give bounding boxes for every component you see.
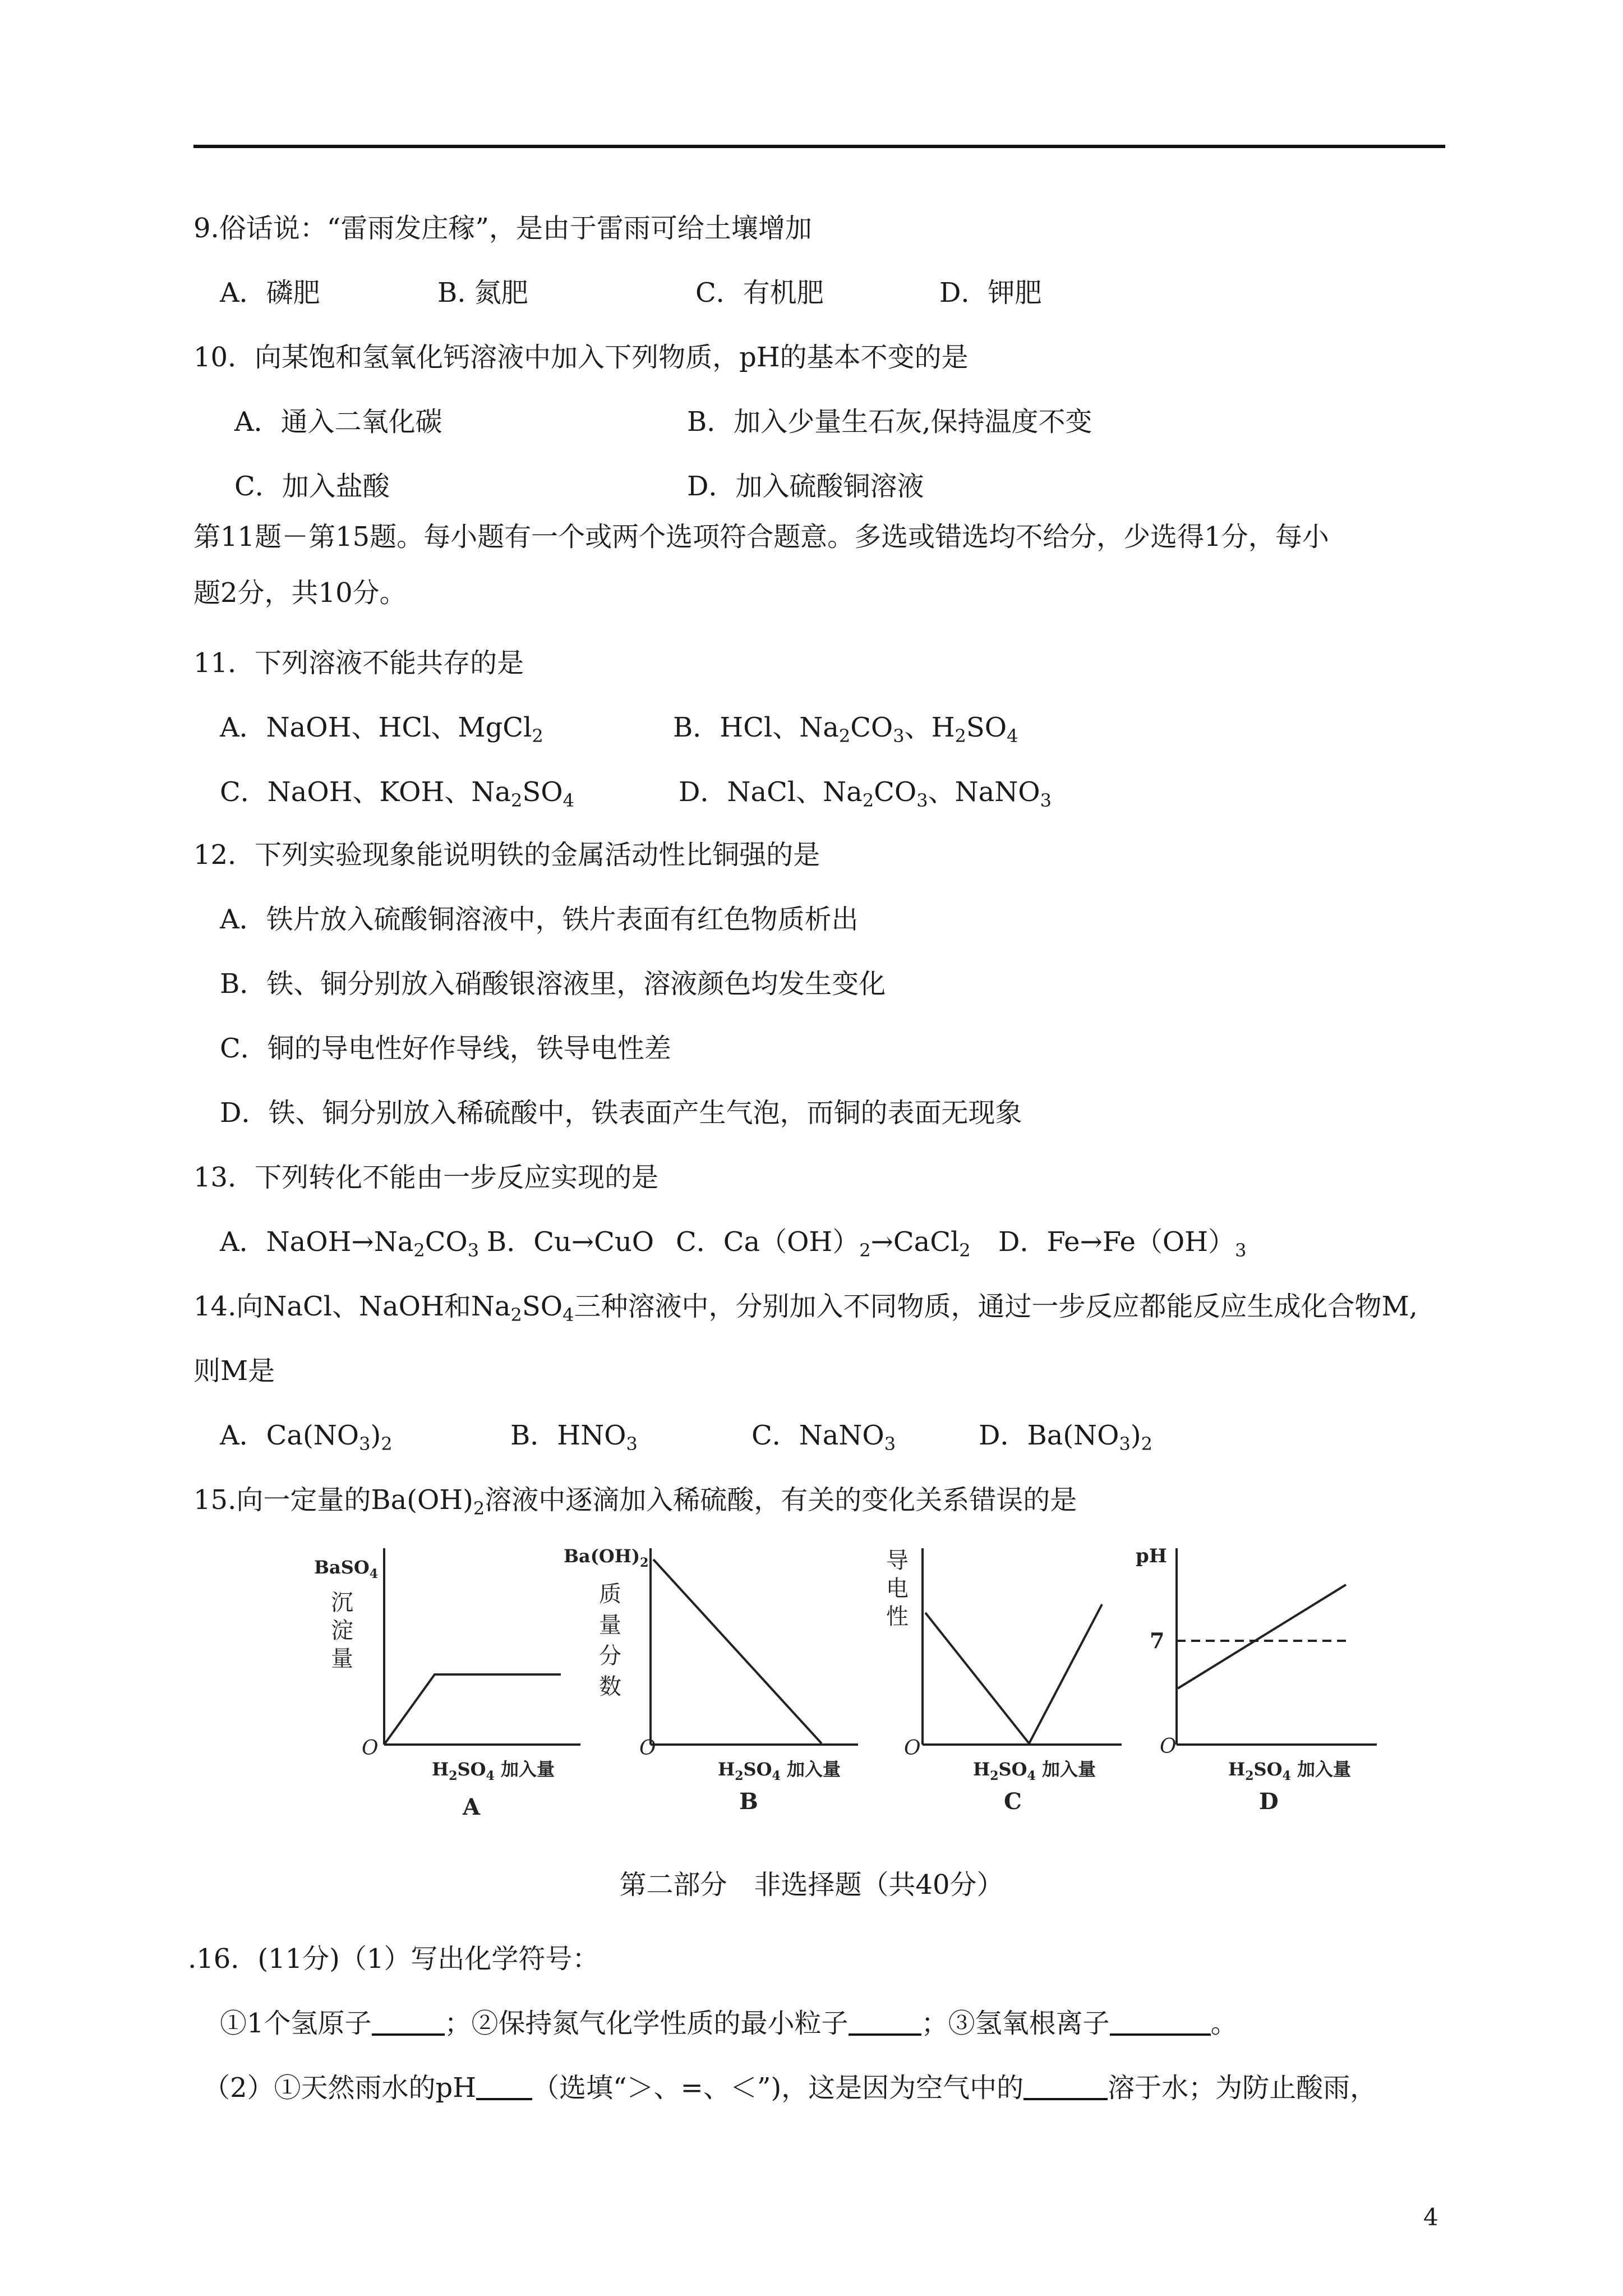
q11-stem: 11．下列溶液不能共存的是 <box>193 647 524 679</box>
graph-c-ylabel-char: 电 <box>886 1576 909 1602</box>
q16-stem: .16．(11分)（1）写出化学符号： <box>188 1943 600 1975</box>
graph-b-xlabel: $H_2SO_4$ 加入量 <box>718 1759 841 1783</box>
q11-option-a: A．NaOH、HCl、MgCl$_2$ <box>220 712 543 747</box>
q14-option-b: B．$HNO_3$ <box>510 1420 638 1455</box>
graph-a-xlabel: $H_2SO_4$ 加入量 <box>432 1759 555 1783</box>
q10-option-c: C．加入盐酸 <box>234 471 390 502</box>
q14-option-a: A．$Ca(NO_3)_2$ <box>220 1420 393 1455</box>
answer-blank[interactable] <box>1023 2071 1108 2100</box>
q10-option-b: B．加入少量生石灰,保持温度不变 <box>687 406 1092 438</box>
answer-blank[interactable] <box>372 2007 445 2036</box>
q12-option-a: A．铁片放入硫酸铜溶液中，铁片表面有红色物质析出 <box>220 904 859 935</box>
q16-line-2: （2）①天然雨水的pH （选填“＞、=、＜”)，这是因为空气中的 溶于水；为防止酸雨， <box>203 2072 1377 2104</box>
q15-stem: 15.向一定量的$Ba(OH)_2$溶液中逐滴加入稀硫酸，有关的变化关系错误的是 <box>193 1484 1077 1519</box>
q9-option-c: C．有机肥 <box>695 277 824 309</box>
graph-b-origin: O <box>639 1737 656 1760</box>
page-number: 4 <box>1423 2203 1438 2231</box>
graph-a-ylabel-formula: BaSO$_4$ <box>314 1557 379 1581</box>
graph-a <box>314 1548 580 1820</box>
q14-option-d: D．$Ba(NO_3)_2$ <box>979 1420 1152 1455</box>
graph-a-ylabel-char: 沉 <box>331 1590 353 1616</box>
q12-option-d: D．铁、铜分别放入稀硫酸中，铁表面产生气泡，而铜的表面无现象 <box>220 1097 1022 1129</box>
graph-b-ylabel-char: 量 <box>599 1612 621 1638</box>
graph-b-ylabel-char: 分 <box>599 1643 621 1669</box>
graph-d-xlabel: $H_2SO_4$ 加入量 <box>1228 1759 1351 1783</box>
q12-option-b: B．铁、铜分别放入硝酸银溶液里，溶液颜色均发生变化 <box>220 968 886 1000</box>
q14-stem: 14.向NaCl、NaOH和$Na_2SO_4$三种溶液中，分别加入不同物质，通过一步反应都能反应生成化合物M, <box>193 1291 1418 1326</box>
q13-option-a: A．$NaOH\to Na_2CO_3$ <box>220 1226 479 1261</box>
q11-option-c: C．NaOH、KOH、$Na_2SO_4$ <box>220 776 574 811</box>
q16-line-1: ①1个氢原子 ；②保持氮气化学性质的最小粒子 ；③氢氧根离子 。 <box>220 2008 1238 2039</box>
section-2-title: 第二部分 非选择题（共40分） <box>619 1869 1004 1901</box>
graph-c-ylabel-char: 性 <box>886 1604 909 1630</box>
arrow-icon: → <box>1080 1226 1103 1258</box>
q9-stem: 9.俗话说：“雷雨发庄稼”，是由于雷雨可给土壤增加 <box>193 213 812 244</box>
graph-c-ylabel-char: 导 <box>886 1548 909 1573</box>
q13-option-d: D．$Fe\to Fe(OH)_3$ <box>998 1226 1247 1261</box>
graph-a-ylabel-char: 量 <box>331 1646 353 1672</box>
graph-c-curve <box>925 1604 1102 1743</box>
q12-stem: 12．下列实验现象能说明铁的金属活动性比铜强的是 <box>193 839 820 871</box>
graph-a-ylabel-char: 淀 <box>331 1618 353 1644</box>
header-rule <box>193 145 1445 148</box>
answer-blank[interactable] <box>1110 2007 1211 2036</box>
arrow-icon: → <box>870 1226 893 1258</box>
answer-blank[interactable] <box>476 2071 532 2100</box>
q13-option-c: C．$Ca(OH)_2\to CaCl_2$ <box>676 1226 971 1261</box>
q10-option-d: D．加入硫酸铜溶液 <box>687 471 924 502</box>
graph-b-ylabel-char: 数 <box>599 1674 621 1700</box>
graph-c-origin: O <box>904 1737 921 1760</box>
graph-b-curve <box>653 1559 822 1743</box>
q10-stem: 10．向某饱和氢氧化钙溶液中加入下列物质，pH的基本不变的是 <box>193 342 969 373</box>
arrow-icon: → <box>351 1226 374 1258</box>
q9-option-a: A．磷肥 <box>220 277 320 309</box>
graph-d <box>1136 1545 1377 1815</box>
graph-d-origin: O <box>1160 1735 1177 1758</box>
graph-b <box>564 1545 858 1815</box>
graph-d-letter: D <box>1259 1788 1279 1815</box>
instructions-line-2: 题2分，共10分。 <box>193 577 407 609</box>
answer-blank[interactable] <box>849 2007 921 2036</box>
graph-a-origin: O <box>362 1737 379 1760</box>
q10-option-a: A．通入二氧化碳 <box>234 406 442 438</box>
graph-a-curve <box>384 1674 561 1745</box>
q13-stem: 13．下列转化不能由一步反应实现的是 <box>193 1162 659 1193</box>
q14-option-c: C．NaNO$_3$ <box>751 1420 896 1455</box>
graph-c-letter: C <box>1004 1788 1022 1815</box>
graph-d-curve <box>1178 1585 1346 1688</box>
q11-option-d: D．NaCl、$Na_2CO_3$、NaNO$_3$ <box>679 776 1052 811</box>
q11-option-b: B．HCl、$Na_2CO_3$、$H_2SO_4$ <box>673 712 1018 747</box>
graph-b-ylabel-formula: $Ba(OH)_2$ <box>564 1545 649 1570</box>
graph-c-xlabel: $H_2SO_4$ 加入量 <box>973 1759 1096 1783</box>
graph-b-letter: B <box>739 1788 758 1815</box>
graph-b-ylabel-char: 质 <box>599 1581 621 1607</box>
q14-stem-line-2: 则M是 <box>193 1355 275 1387</box>
graph-a-letter: A <box>463 1794 481 1820</box>
graph-d-ylabel: pH <box>1136 1545 1167 1567</box>
q15-graphs <box>0 1526 1623 1840</box>
arrow-icon: → <box>571 1226 594 1258</box>
instructions-line-1: 第11题－第15题。每小题有一个或两个选项符合题意。多选或错选均不给分，少选得1分，每小 <box>193 521 1329 553</box>
graph-c <box>886 1548 1122 1815</box>
graph-d-tick-7: 7 <box>1150 1628 1165 1653</box>
q13-option-b: B．Cu→CuO <box>487 1226 654 1258</box>
q12-option-c: C．铜的导电性好作导线，铁导电性差 <box>220 1033 671 1064</box>
q9-option-d: D．钾肥 <box>939 277 1042 309</box>
q9-option-b: B. 氮肥 <box>437 277 528 309</box>
